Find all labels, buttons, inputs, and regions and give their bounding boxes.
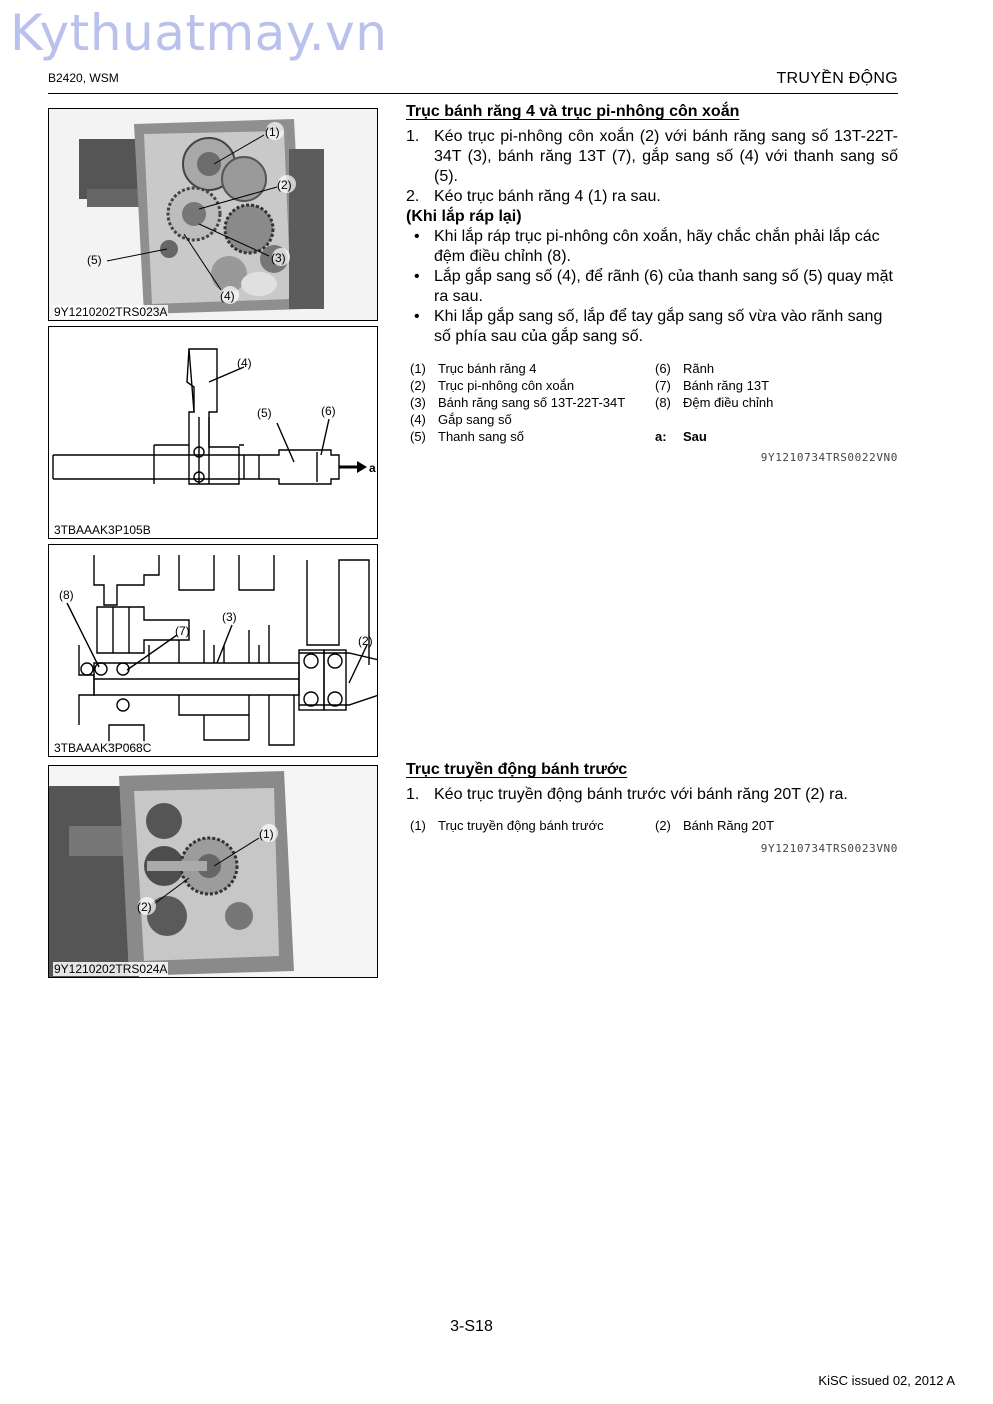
fig1-label-3: (3) <box>271 251 286 265</box>
fig1-label-2: (2) <box>277 178 292 192</box>
fig1-label-4: (4) <box>220 289 235 303</box>
fig3-label-3: (3) <box>222 610 237 624</box>
legend-text: Thanh sang số <box>438 429 525 444</box>
step-text: Kéo trục truyền động bánh trước với bánh răng 20T (2) ra. <box>434 786 848 803</box>
watermark: Kythuatmay.vn <box>10 4 388 62</box>
legend-section2 <box>410 818 898 835</box>
step-number: 2. <box>406 188 420 205</box>
fig2-label-a: a <box>369 461 376 475</box>
legend-num: (6) <box>655 361 671 376</box>
legend-num: (3) <box>410 395 426 410</box>
legend-row <box>410 395 898 412</box>
legend-text: Trục truyền động bánh trước <box>438 818 604 833</box>
issue-note: KiSC issued 02, 2012 A <box>818 1373 955 1388</box>
legend-section1 <box>410 361 898 446</box>
legend-num: (2) <box>655 818 671 833</box>
legend-row <box>410 818 898 835</box>
header-rule <box>48 93 898 94</box>
fig2-label-4: (4) <box>237 356 252 370</box>
legend-num: (5) <box>410 429 426 444</box>
legend-num: a: <box>655 429 667 444</box>
legend-row <box>410 378 898 395</box>
legend-text: Trục bánh răng 4 <box>438 361 537 376</box>
bullet-item: • Khi lắp ráp trục pi-nhông côn xoắn, hãy chắc chắn phải lắp các đệm điều chỉnh (8). <box>414 228 880 265</box>
fig4-label-2: (2) <box>137 900 152 914</box>
bullet-item: • Lắp gắp sang số (4), để rãnh (6) của thanh sang số (5) quay mặt ra sau. <box>414 268 893 305</box>
legend-text: Bánh Răng 20T <box>683 818 775 833</box>
legend-text: Sau <box>683 429 707 444</box>
header-model: B2420, WSM <box>48 71 119 85</box>
step-text: Kéo trục pi-nhông côn xoắn (2) với bánh răng sang số 13T-22T-34T (3), bánh răng 13T (7), gắp sang số (4) với thanh sang số (5). <box>434 128 898 185</box>
legend-text: Rãnh <box>683 361 715 376</box>
step-text: Kéo trục bánh răng 4 (1) ra sau. <box>434 188 661 205</box>
step-number: 1. <box>406 128 420 145</box>
fig3-label-2: (2) <box>358 634 373 648</box>
fig2-label-6: (6) <box>321 404 336 418</box>
section-title: Trục truyền động bánh trước <box>406 761 628 778</box>
cross-section-drawing <box>49 545 378 757</box>
legend-text: Trục pi-nhông côn xoắn <box>438 378 575 393</box>
fig1-label-5: (5) <box>87 253 102 267</box>
reassembly-heading: (Khi lắp ráp lại) <box>406 208 522 225</box>
bullet-text: Khi lắp ráp trục pi-nhông côn xoắn, hãy chắc chắn phải lắp các đệm điều chỉnh (8). <box>434 228 880 265</box>
header-chapter: TRUYỀN ĐỘNG <box>776 70 898 87</box>
legend-text: Gắp sang số <box>438 412 512 427</box>
figure-caption: 3TBAAAK3P068C <box>54 741 152 755</box>
legend-num: (2) <box>410 378 426 393</box>
fig3-label-8: (8) <box>59 588 74 602</box>
legend-text: Bánh răng 13T <box>683 378 770 393</box>
figure-photo-gearbox-shafts <box>48 108 378 321</box>
legend-row <box>410 412 898 429</box>
front-drive-photo-illustration <box>49 766 378 978</box>
figure-shift-rod-diagram <box>48 326 378 539</box>
bullet-item: • Khi lắp gắp sang số, lắp để tay gắp sang số vừa vào rãnh sang số phía sau của gắp sang số. <box>414 308 883 345</box>
bullet-text: Khi lắp gắp sang số, lắp để tay gắp sang số vừa vào rãnh sang số phía sau của gắp sang số. <box>434 308 883 345</box>
reference-code: 9Y1210734TRS0023VN0 <box>760 842 898 855</box>
gearbox-photo-illustration <box>49 109 378 321</box>
legend-num: (1) <box>410 818 426 833</box>
legend-num: (8) <box>655 395 671 410</box>
step-number: 1. <box>406 786 420 803</box>
shift-rod-drawing <box>49 327 378 539</box>
fig1-label-1: (1) <box>265 125 280 139</box>
legend-row <box>410 361 898 378</box>
figure-caption: 9Y1210202TRS023A <box>54 305 168 319</box>
legend-text: Bánh răng sang số 13T-22T-34T <box>438 395 626 410</box>
page-number: 3-S18 <box>450 1318 493 1335</box>
figure-shaft-cross-section <box>48 544 378 757</box>
legend-num: (1) <box>410 361 426 376</box>
legend-num: (7) <box>655 378 671 393</box>
fig4-label-1: (1) <box>259 827 274 841</box>
step-2 <box>406 187 898 207</box>
section-gear-shaft <box>406 103 898 347</box>
figure-caption: 3TBAAAK3P105B <box>54 523 151 537</box>
section-front-drive-shaft <box>406 761 898 805</box>
legend-text: Đệm điều chỉnh <box>683 395 774 410</box>
fig3-label-7: (7) <box>175 624 190 638</box>
legend-row <box>410 429 898 446</box>
section-title: Trục bánh răng 4 và trục pi-nhông côn xoắn <box>406 103 740 120</box>
figure-caption: 9Y1210202TRS024A <box>54 962 168 976</box>
fig2-label-5: (5) <box>257 406 272 420</box>
step-1 <box>406 127 898 187</box>
figure-photo-front-drive-shaft <box>48 765 378 978</box>
step-1 <box>406 785 898 805</box>
reference-code: 9Y1210734TRS0022VN0 <box>760 451 898 464</box>
legend-num: (4) <box>410 412 426 427</box>
bullet-text: Lắp gắp sang số (4), để rãnh (6) của thanh sang số (5) quay mặt ra sau. <box>434 268 893 305</box>
